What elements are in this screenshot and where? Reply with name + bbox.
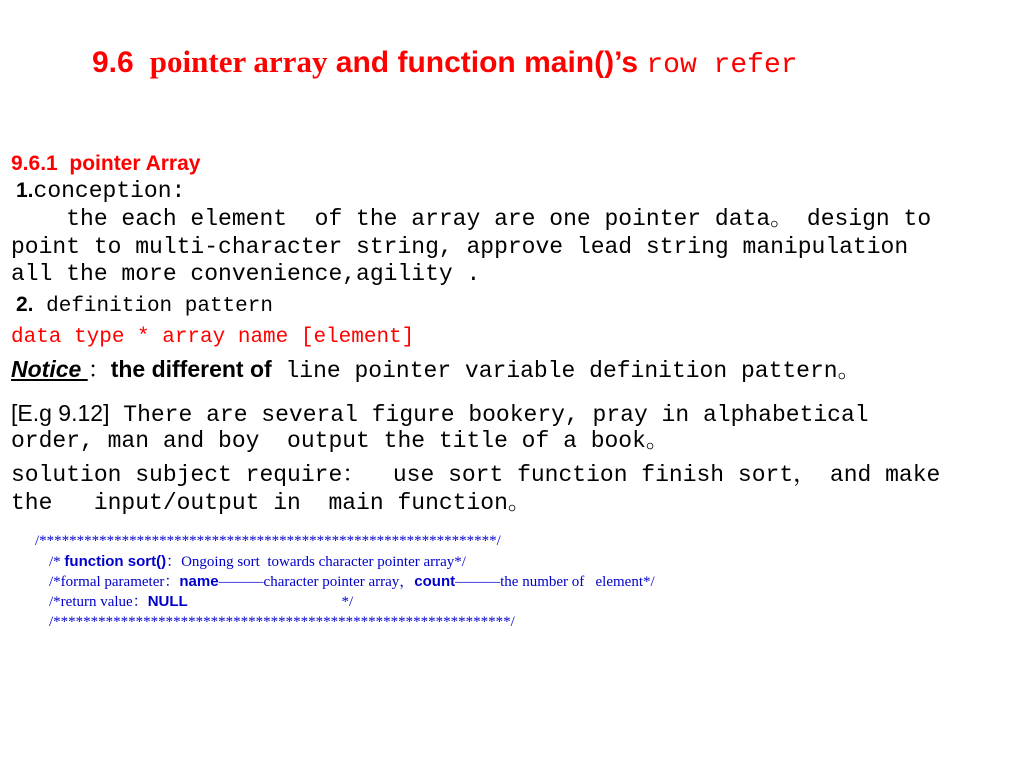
item1-heading: [16, 177, 185, 205]
code-param-mid: ———character pointer array，: [218, 574, 415, 590]
title-pointer-array: pointer array: [142, 44, 328, 79]
code-param-prefix: /*formal parameter：: [49, 574, 180, 590]
item2-heading: [16, 292, 273, 320]
notice-sep: ：: [87, 358, 111, 384]
solution-line2: the input/output in main function。: [11, 490, 531, 516]
notice-label: Notice: [11, 356, 88, 382]
code-param-count: count: [414, 573, 456, 590]
code-ret-prefix: /*return value：: [49, 594, 148, 610]
example-line2: order, man and boy output the title of a book。: [11, 428, 669, 454]
code-stars-bottom: /*************************************************************/: [49, 614, 515, 630]
item1-label: conception:: [33, 178, 186, 204]
solution-line1: solution subject require： use sort function finish sort， and make: [11, 462, 941, 488]
notice-line: [11, 355, 861, 385]
item1-body-line3: all the more convenience,agility .: [11, 261, 481, 287]
title-number: 9.6: [92, 46, 143, 79]
code-param-rest: ———the number of element*/: [455, 574, 655, 590]
code-ret-value: NULL: [147, 593, 188, 610]
definition-syntax: data type * array name [element]: [11, 326, 415, 349]
example-text-line1: There are several figure bookery, pray in alphabetical: [109, 402, 869, 428]
notice-text: line pointer variable definition pattern。: [271, 358, 861, 384]
item1-body-line2: point to multi-character string, approve lead string manipulation: [11, 234, 909, 260]
slide-title: [92, 42, 798, 86]
code-return-line: [49, 592, 353, 612]
item2-label: definition pattern: [46, 295, 273, 318]
item1-body-line1: the each element of the array are one pointer data。 design to: [11, 206, 932, 232]
example-label: [E.g 9.12]: [11, 400, 110, 426]
code-function-line: [49, 552, 466, 572]
code-fn-name: function sort(): [64, 553, 167, 570]
section-heading: 9.6.1 pointer Array: [11, 152, 201, 175]
example-line1: [11, 399, 869, 429]
code-fn-rest: ：Ongoing sort towards character pointer array*/: [166, 554, 466, 570]
title-function-main: and function main()’s: [327, 46, 647, 79]
code-stars-top: /*************************************************************/: [35, 533, 501, 549]
item1-number: 1.: [16, 179, 34, 202]
code-fn-prefix: /*: [49, 554, 65, 570]
item2-number: 2.: [16, 293, 34, 316]
title-row-refer: row refer: [646, 50, 798, 81]
code-param-line: [49, 572, 655, 592]
notice-bold: the different of: [110, 356, 272, 382]
code-param-name: name: [179, 573, 219, 590]
code-ret-rest: */: [187, 594, 354, 610]
